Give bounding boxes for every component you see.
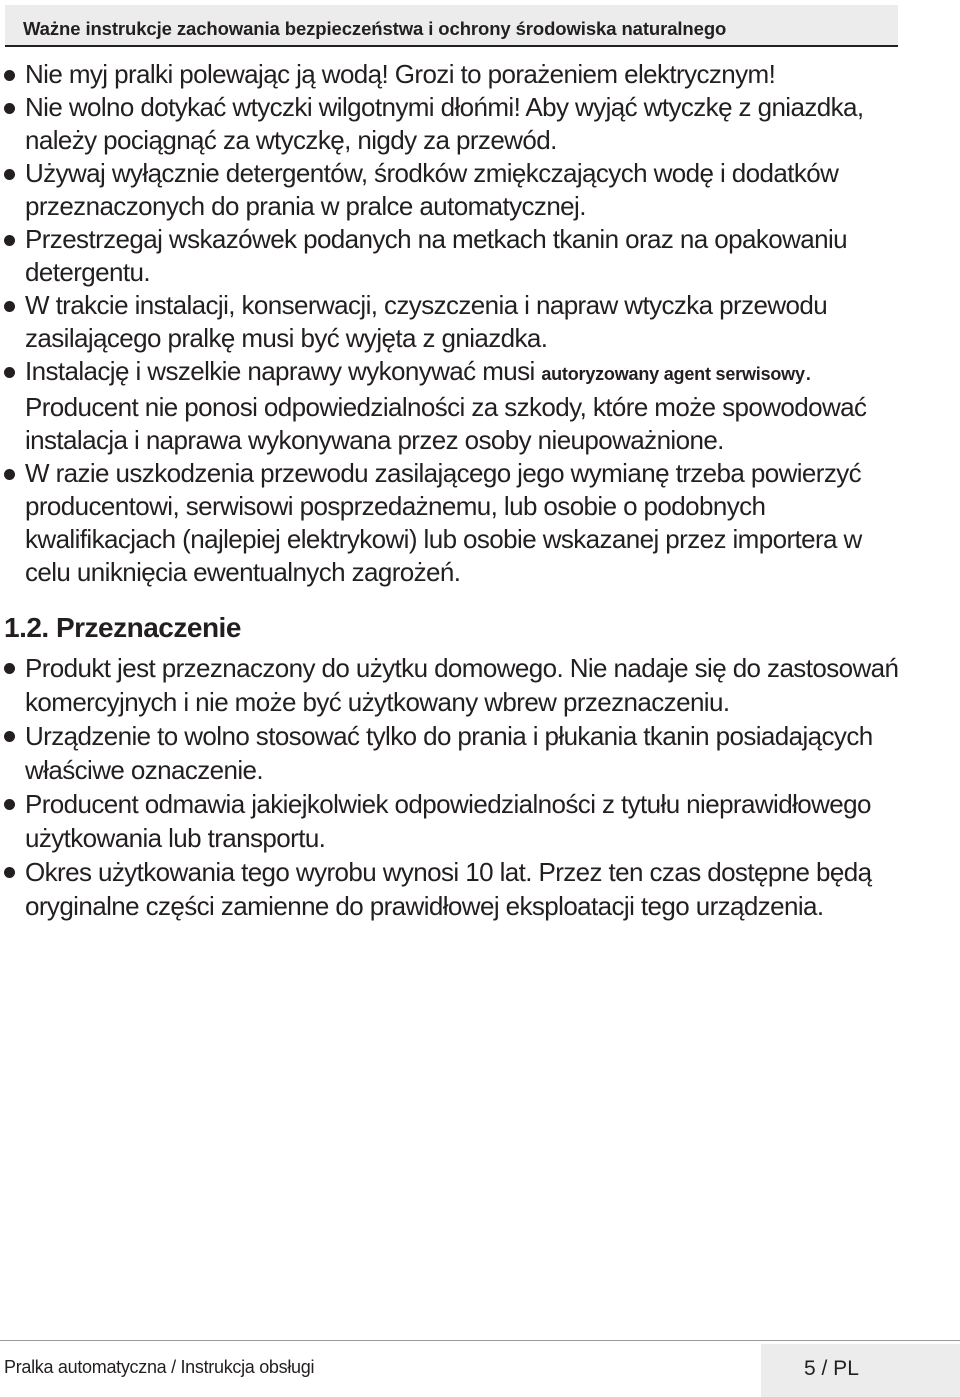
footer-document-title: Pralka automatyczna / Instrukcja obsługi — [4, 1357, 315, 1377]
list-item-text: Urządzenie to wolno stosować tylko do prania i płukania tkanin posiadających właściwe oznaczenie. — [25, 721, 873, 785]
list-item-text: Nie wolno dotykać wtyczki wilgotnymi dłońmi! Aby wyjąć wtyczkę z gniazdka, należy pociągnąć za wtyczkę, nigdy za przewód. — [25, 92, 864, 155]
list-item — [0, 157, 900, 223]
bullet-icon — [4, 663, 15, 674]
bullet-icon — [4, 103, 15, 114]
list-item — [0, 223, 900, 289]
list-item-text: Produkt jest przeznaczony do użytku domowego. Nie nadaje się do zastosowań komercyjnych i nie może być użytkowany wbrew przeznaczeniu. — [25, 653, 899, 717]
list-item — [0, 58, 900, 91]
list-item-text: Producent odmawia jakiejkolwiek odpowiedzialności z tytułu nieprawidłowego użytkowania lub transportu. — [25, 789, 871, 853]
footer-page-box — [761, 1344, 960, 1397]
list-item — [0, 651, 900, 719]
installation-rest-text: . Producent nie ponosi odpowiedzialności za szkody, które może spowodować instalacja i naprawa wykonywana przez osoby nieupoważnione. — [25, 356, 867, 455]
page-number: 5 / PL — [804, 1357, 859, 1380]
bullet-icon — [4, 367, 15, 378]
list-item — [0, 457, 900, 589]
list-item — [0, 855, 900, 923]
list-item-text: W trakcie instalacji, konserwacji, czyszczenia i napraw wtyczka przewodu zasilającego pralkę musi być wyjęta z gniazdka. — [25, 290, 828, 353]
bullet-icon — [4, 301, 15, 312]
footer-divider — [0, 1340, 960, 1341]
bullet-icon — [4, 235, 15, 246]
section-header-title: Ważne instrukcje zachowania bezpieczeństwa i ochrony środowiska naturalnego — [23, 18, 727, 39]
installation-lead-text: Instalację i wszelkie naprawy wykonywać musi — [25, 356, 542, 386]
safety-instructions-list — [0, 58, 900, 589]
list-item-text: Używaj wyłącznie detergentów, środków zmiękczających wodę i dodatków przeznaczonych do prania w pralce automatycznej. — [25, 158, 839, 221]
section-heading-purpose: 1.2. Przeznaczenie — [4, 612, 241, 643]
list-item-installation — [0, 355, 900, 457]
bullet-icon — [4, 70, 15, 81]
bullet-icon — [4, 867, 15, 878]
list-item — [0, 719, 900, 787]
purpose-list — [0, 651, 900, 923]
list-item-text: W razie uszkodzenia przewodu zasilającego jego wymianę trzeba powierzyć producentowi, serwisowi posprzedażnemu, lub osobie o podobnych kwalifikacjach (najlepiej elektrykowi) lub osobie wskazanej przez importera w celu uniknięcia ewentualnych zagrożeń. — [25, 458, 862, 587]
list-item-text: Przestrzegaj wskazówek podanych na metkach tkanin oraz na opakowaniu detergentu. — [25, 224, 848, 287]
bullet-icon — [4, 799, 15, 810]
list-item-text: Nie myj pralki polewając ją wodą! Grozi to porażeniem elektrycznym! — [25, 59, 776, 89]
list-item — [0, 787, 900, 855]
list-item — [0, 91, 900, 157]
list-item — [0, 289, 900, 355]
bullet-icon — [4, 169, 15, 180]
authorized-agent-text: autoryzowany agent serwisowy — [541, 364, 805, 384]
bullet-icon — [4, 731, 15, 742]
bullet-icon — [4, 469, 15, 480]
section-header-bar — [5, 5, 898, 47]
list-item-text: Okres użytkowania tego wyrobu wynosi 10 lat. Przez ten czas dostępne będą oryginalne części zamienne do prawidłowej eksploatacji tego urządzenia. — [25, 857, 872, 921]
